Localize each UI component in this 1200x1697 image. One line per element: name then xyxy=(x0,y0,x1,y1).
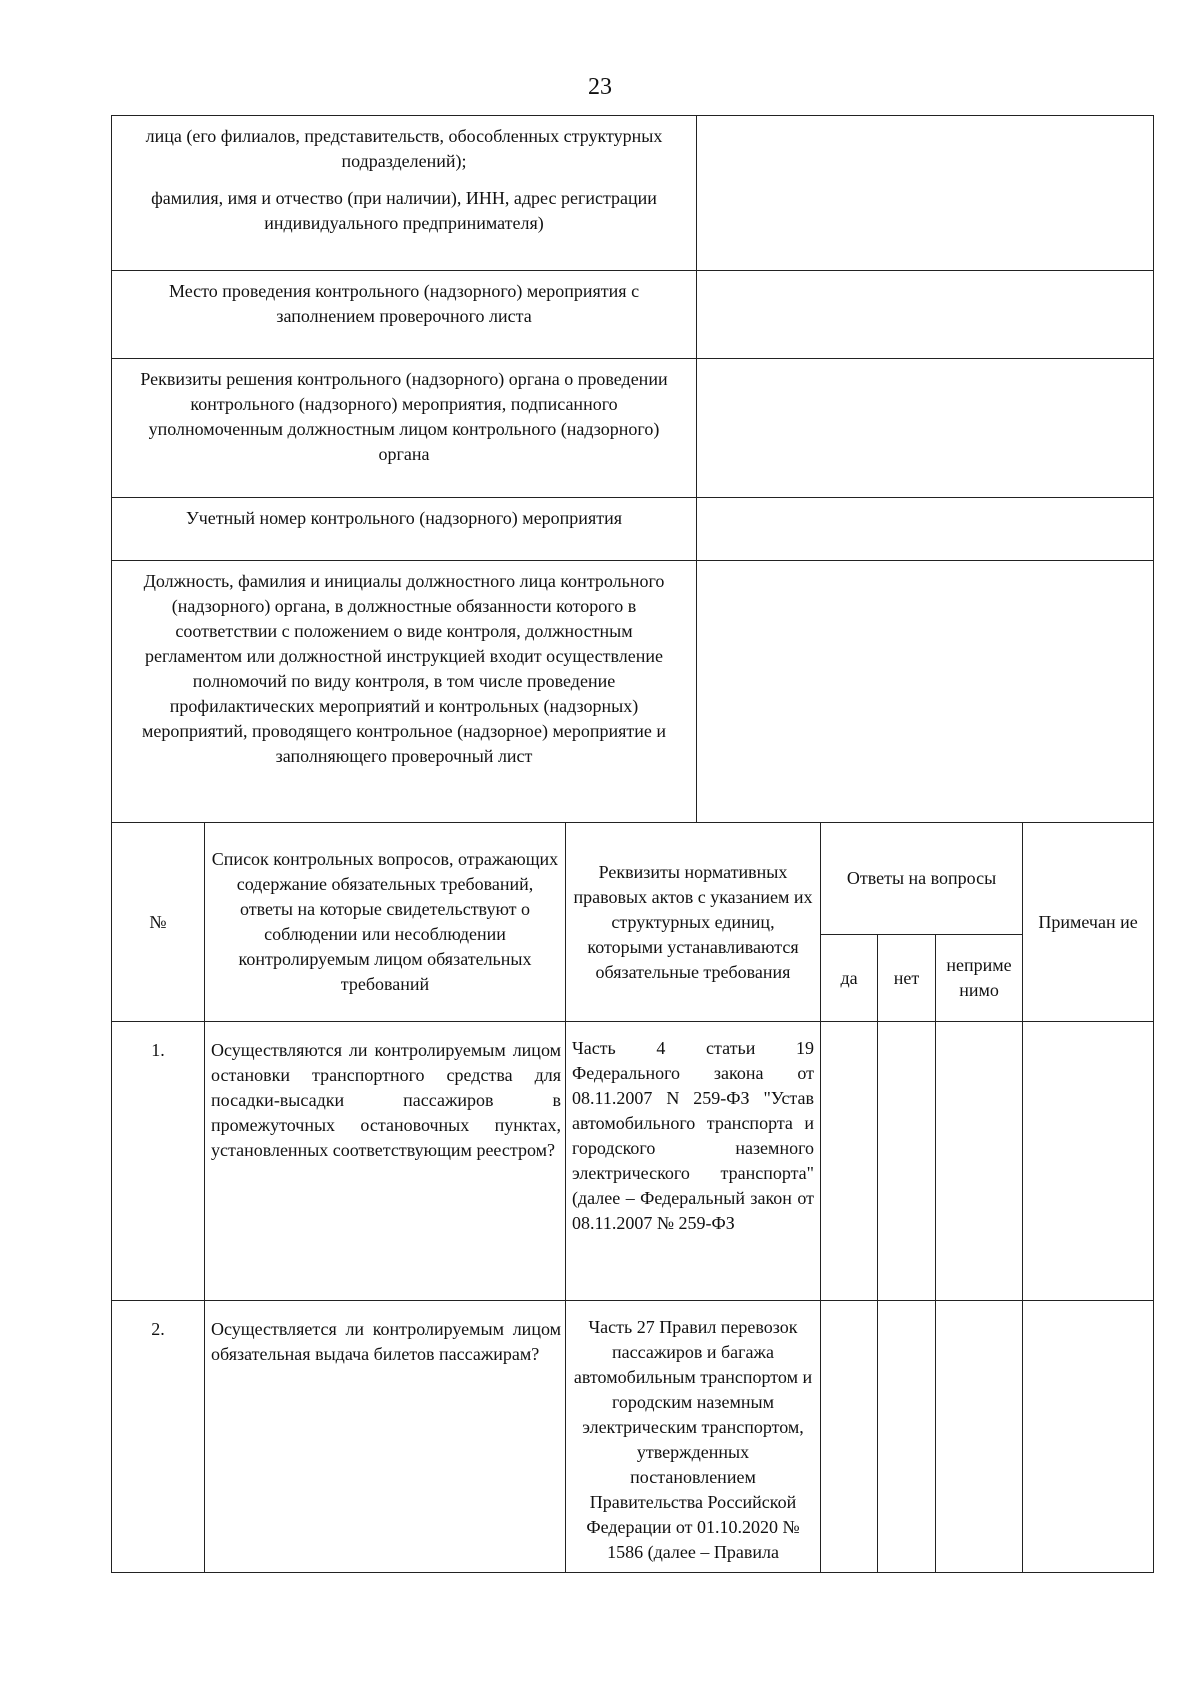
info-value-subject[interactable] xyxy=(697,116,1154,271)
header-yes: да xyxy=(821,935,878,1022)
answer-no-cell[interactable] xyxy=(878,1301,936,1573)
info-row-decision xyxy=(112,359,1154,498)
answer-yes-cell[interactable] xyxy=(821,1022,878,1301)
info-row-official xyxy=(112,561,1154,823)
header-references: Реквизиты нормативных правовых актов с указанием их структурных единиц, которыми устанавливаются обязательные требования xyxy=(566,823,821,1022)
info-label-paragraph: фамилия, имя и отчество (при наличии), ИНН, адрес регистрации индивидуального предпринимателя) xyxy=(151,188,657,233)
row-question: Осуществляется ли контролируемым лицом обязательная выдача билетов пассажирам? xyxy=(205,1301,566,1573)
info-value-place[interactable] xyxy=(697,271,1154,359)
answer-no-cell[interactable] xyxy=(878,1022,936,1301)
info-value-registration-number[interactable] xyxy=(697,498,1154,561)
info-value-decision[interactable] xyxy=(697,359,1154,498)
notes-cell[interactable] xyxy=(1023,1022,1154,1301)
row-number: 1. xyxy=(112,1022,205,1301)
answer-yes-cell[interactable] xyxy=(821,1301,878,1573)
answer-not-applicable-cell[interactable] xyxy=(936,1301,1023,1573)
header-questions: Список контрольных вопросов, отражающих содержание обязательных требований, ответы на которые свидетельствуют о соблюдении или несоблюдении контролируемым лицом обязательных требований xyxy=(205,823,566,1022)
info-label-place: Место проведения контрольного (надзорного) мероприятия с заполнением проверочного листа xyxy=(112,271,697,359)
row-number: 2. xyxy=(112,1301,205,1573)
checklist-table xyxy=(111,115,1154,1573)
page-number: 23 xyxy=(588,74,612,100)
answer-not-applicable-cell[interactable] xyxy=(936,1022,1023,1301)
header-number: № xyxy=(112,823,205,1022)
notes-cell[interactable] xyxy=(1023,1301,1154,1573)
row-reference: Часть 4 статьи 19 Федерального закона от 08.11.2007 N 259-ФЗ "Устав автомобильного транспорта и городского наземного электрического транспорта" (далее – Федеральный закон от 08.11.2007 № 259-ФЗ xyxy=(566,1022,821,1301)
checklist-row xyxy=(112,1301,1154,1573)
checklist-row xyxy=(112,1022,1154,1301)
checklist-header-row xyxy=(112,823,1154,935)
row-question: Осуществляются ли контролируемым лицом остановки транспортного средства для посадки-высадки пассажиров в промежуточных остановочных пунктах, установленных соответствующим реестром? xyxy=(205,1022,566,1301)
info-label-subject xyxy=(112,116,697,271)
info-row-place xyxy=(112,271,1154,359)
info-row-subject xyxy=(112,116,1154,271)
header-notes: Примечан ие xyxy=(1023,823,1154,1022)
header-no: нет xyxy=(878,935,936,1022)
info-label-paragraph: лица (его филиалов, представительств, обособленных структурных подразделений); xyxy=(145,126,663,171)
header-not-applicable: неприме нимо xyxy=(936,935,1023,1022)
info-value-official[interactable] xyxy=(697,561,1154,823)
header-answers: Ответы на вопросы xyxy=(821,823,1023,935)
info-row-registration-number xyxy=(112,498,1154,561)
info-label-decision: Реквизиты решения контрольного (надзорного) органа о проведении контрольного (надзорного) мероприятия, подписанного уполномоченным должностным лицом контрольного (надзорного) органа xyxy=(112,359,697,498)
info-label-registration-number: Учетный номер контрольного (надзорного) мероприятия xyxy=(112,498,697,561)
info-label-official: Должность, фамилия и инициалы должностного лица контрольного (надзорного) органа, в должностные обязанности которого в соответствии с положением о виде контроля, должностным регламентом или должностной инструкцией входит осуществление полномочий по виду контроля, в том числе проведение профилактических мероприятий и контрольных (надзорных) мероприятий, проводящего контрольное (надзорное) мероприятие и заполняющего проверочный лист xyxy=(112,561,697,823)
row-reference: Часть 27 Правил перевозок пассажиров и багажа автомобильным транспортом и городским наземным электрическим транспортом, утвержденных постановлением Правительства Российской Федерации от 01.10.2020 № 1586 (далее – Правила xyxy=(566,1301,821,1573)
